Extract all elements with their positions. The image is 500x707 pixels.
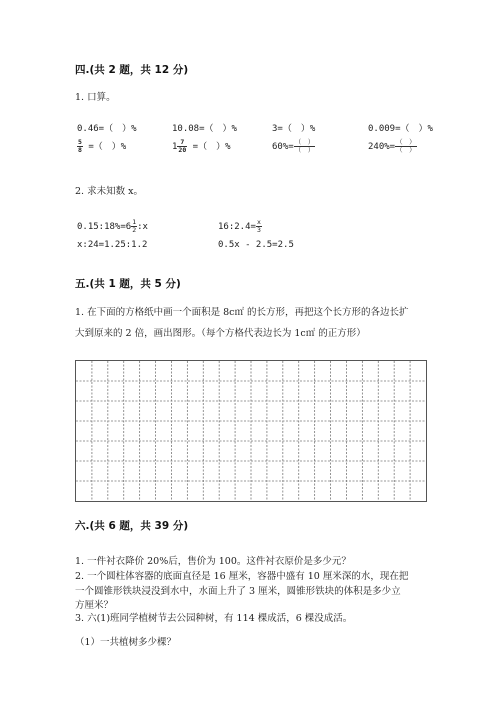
question-1-label: 1. 口算。 [75, 92, 116, 103]
equation: 0.15:18%=6 $\frac{1}{2}$ :x [77, 218, 148, 234]
question-text: 1. 一件衬衣降价 20%后，售价为 100。这件衬衣原价是多少元？ [75, 556, 351, 567]
question-text: 1. 在下面的方格纸中画一个面积是 8c㎡ 的长方形，再把这个长方形的各边长扩 [75, 307, 409, 318]
equation: 0.5x - 2.5=2.5 [218, 240, 294, 250]
question-text: 大到原来的 2 倍，画出图形。（每个方格代表边长为 1c㎡ 的正方形） [75, 328, 366, 339]
fraction: $\frac{( )}{( )}$ [396, 138, 416, 154]
question-text: 2. 一个圆柱体容器的底面直径是 16 厘米，容器中盛有 10 厘米深的水，现在把 [75, 571, 409, 582]
oral-calc-item: 0.009=（ ）% [368, 124, 433, 134]
oral-calc-item: 0.46=（ ）% [77, 124, 137, 134]
section-4-title: 四.(共 2 题，共 12 分) [75, 64, 189, 76]
fraction: $\frac{5}{8}$ [78, 138, 82, 154]
section-6-title: 六.(共 6 题，共 39 分) [75, 520, 189, 532]
oral-calc-item: 10.08=（ ）% [172, 124, 237, 134]
question-text: 一个圆锥形铁块浸没到水中，水面上升了 3 厘米，圆锥形铁块的体积是多少立 [75, 586, 401, 597]
oral-calc-item: 1 $\frac{7}{20}$ =（ ）% [172, 138, 231, 154]
fraction: $\frac{( )}{( )}$ [294, 138, 315, 154]
equation: x:24=1.25:1.2 [77, 240, 148, 250]
question-text: 3. 六(1)班同学植树节去公园种树，有 114 棵成活，6 棵没成活。 [75, 613, 353, 624]
sub-question-text: （1）一共植树多少棵？ [75, 637, 177, 648]
fraction: $\frac{1}{2}$ [132, 218, 137, 234]
equation: 16:2.4= $\frac{x}{3}$ [218, 218, 261, 234]
oral-calc-item: 240%= $\frac{( )}{( )}$ [368, 138, 416, 154]
question-2-label: 2. 求未知数 x。 [75, 186, 143, 197]
oral-calc-item: $\frac{5}{8}$ =（ ）% [78, 138, 127, 154]
oral-calc-item: 60%= $\frac{( )}{( )}$ [272, 138, 315, 154]
oral-calc-item: 3=（ ）% [272, 124, 316, 134]
fraction: $\frac{7}{20}$ [178, 138, 187, 154]
grid-lines [76, 361, 426, 501]
section-5-title: 五.(共 1 题，共 5 分) [75, 278, 181, 290]
question-text: 方厘米？ [75, 600, 114, 611]
fraction: $\frac{x}{3}$ [256, 218, 261, 234]
grid-paper[interactable] [75, 360, 427, 502]
